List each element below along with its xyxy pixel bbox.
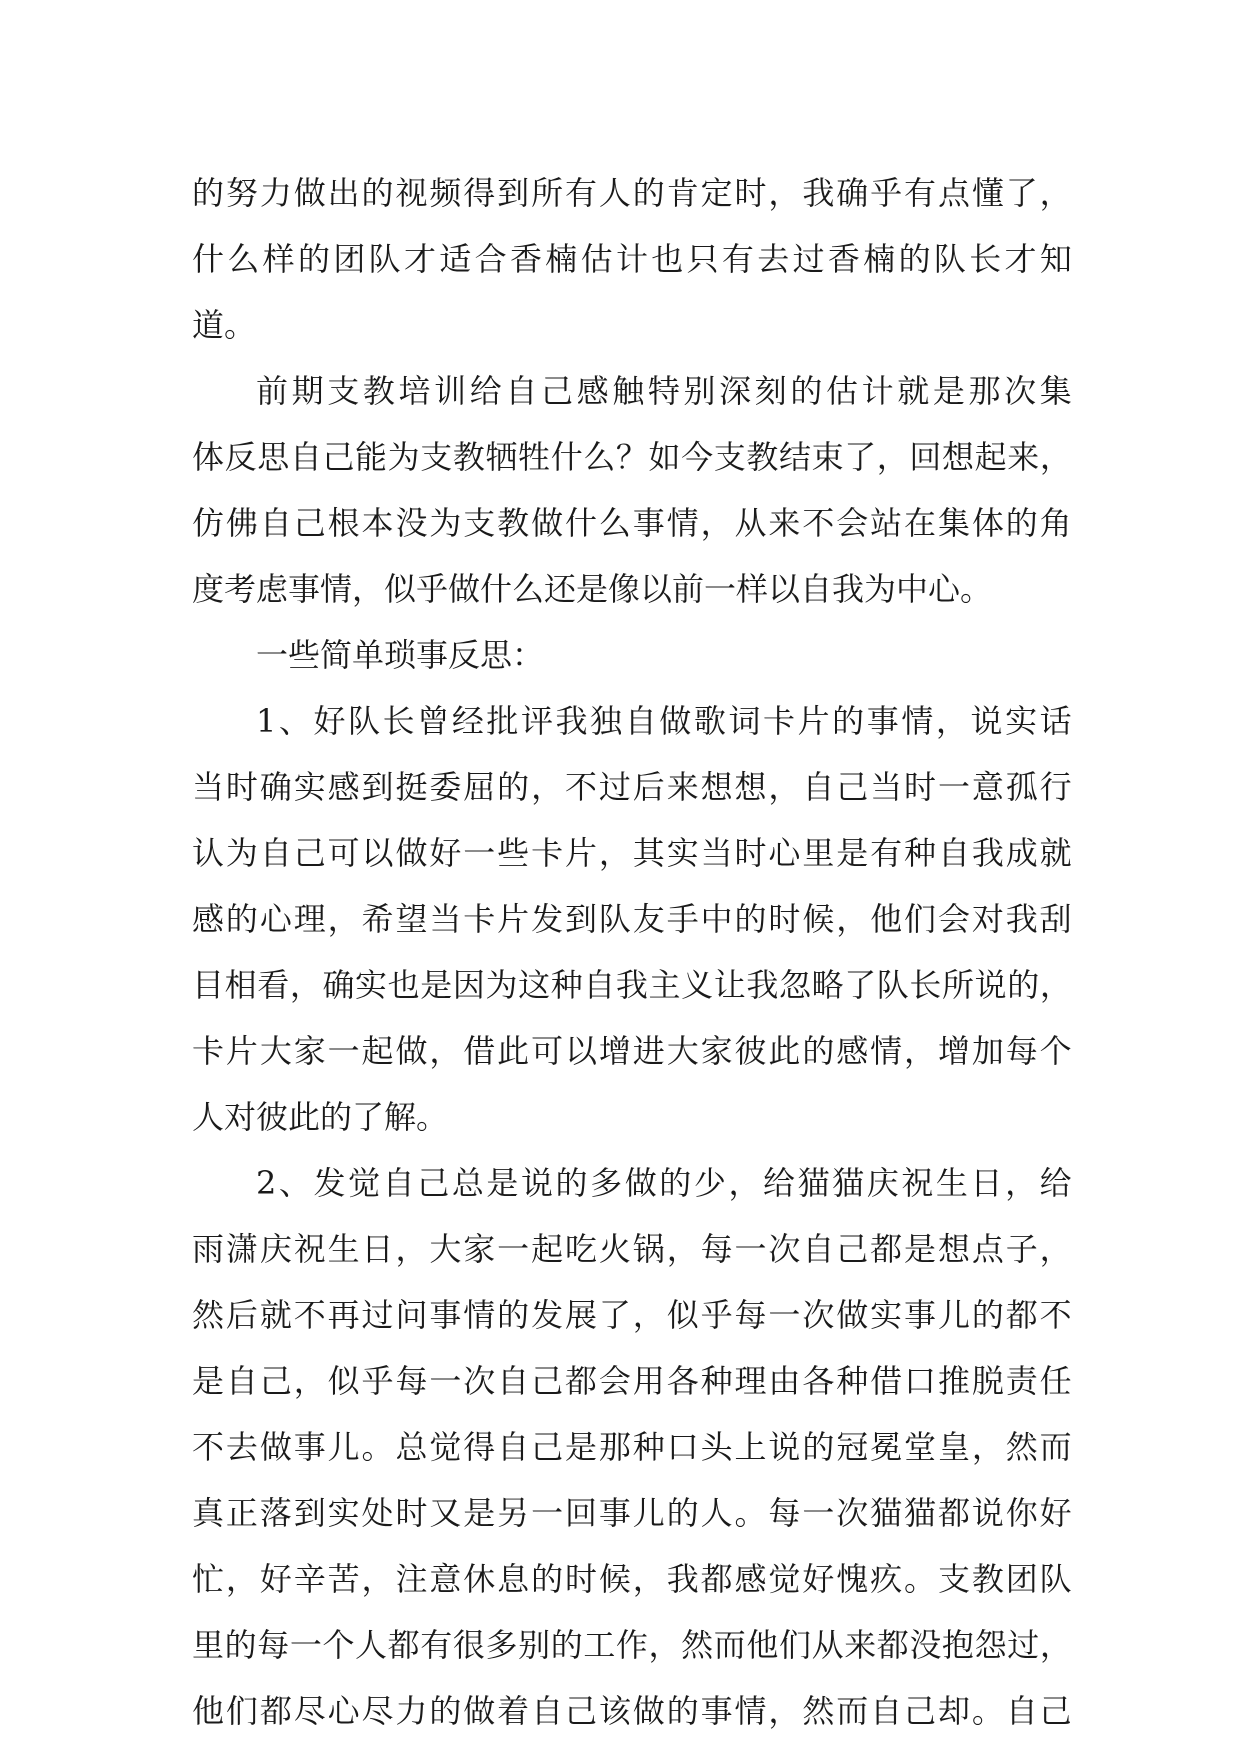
text-line: 2 、 发 觉 自 己 总 是 说 的 多 做 的 少 ， 给 猫 猫 庆 祝 生 日 ， 给 (256, 1164, 1072, 1202)
text-line: 仿 佛 自 己 根 本 没 为 支 教 做 什 么 事 情 ， 从 来 不 会 站 在 集 体 的 角 (192, 504, 1072, 542)
text-line: 一些简单琐事反思： (256, 636, 545, 674)
text-line: 1 、 好 队 长 曾 经 批 评 我 独 自 做 歌 词 卡 片 的 事 情 ， 说 实 话 (256, 702, 1072, 740)
text-line: 体 反 思 自 己 能 为 支 教 牺 牲 什 么 ？ 如 今 支 教 结 束 了 ， 回 想 起 来 ， (192, 438, 1072, 476)
text-line: 不 去 做 事 儿 。 总 觉 得 自 己 是 那 种 口 头 上 说 的 冠 冕 堂 皇 ， 然 而 (192, 1428, 1072, 1466)
text-line: 然 后 就 不 再 过 问 事 情 的 发 展 了 ， 似 乎 每 一 次 做 实 事 儿 的 都 不 (192, 1296, 1072, 1334)
text-line: 感 的 心 理 ， 希 望 当 卡 片 发 到 队 友 手 中 的 时 候 ， 他 们 会 对 我 刮 (192, 900, 1072, 938)
text-line: 认 为 自 己 可 以 做 好 一 些 卡 片 ， 其 实 当 时 心 里 是 有 种 自 我 成 就 (192, 834, 1072, 872)
text-line: 道。 (192, 306, 257, 344)
text-line: 度考虑事情，似乎做什么还是像以前一样以自我为中心。 (192, 570, 993, 608)
text-line: 真 正 落 到 实 处 时 又 是 另 一 回 事 儿 的 人 。 每 一 次 猫 猫 都 说 你 好 (192, 1494, 1072, 1532)
document-body (192, 160, 1072, 1744)
text-line: 雨 潇 庆 祝 生 日 ， 大 家 一 起 吃 火 锅 ， 每 一 次 自 己 都 是 想 点 子 ， (192, 1230, 1072, 1268)
text-line: 他 们 都 尽 心 尽 力 的 做 着 自 己 该 做 的 事 情 ， 然 而 自 己 却 。 自 己 (192, 1692, 1072, 1730)
text-line: 当 时 确 实 感 到 挺 委 屈 的 ， 不 过 后 来 想 想 ， 自 己 当 时 一 意 孤 行 (192, 768, 1072, 806)
text-line: 目 相 看 ， 确 实 也 是 因 为 这 种 自 我 主 义 让 我 忽 略 了 队 长 所 说 的 ， (192, 966, 1072, 1004)
text-line: 是 自 己 ， 似 乎 每 一 次 自 己 都 会 用 各 种 理 由 各 种 借 口 推 脱 责 任 (192, 1362, 1072, 1400)
text-line: 卡 片 大 家 一 起 做 ， 借 此 可 以 增 进 大 家 彼 此 的 感 情 ， 增 加 每 个 (192, 1032, 1072, 1070)
text-line: 里 的 每 一 个 人 都 有 很 多 别 的 工 作 ， 然 而 他 们 从 来 都 没 抱 怨 过 ， (192, 1626, 1072, 1664)
text-line: 人对彼此的了解。 (192, 1098, 449, 1136)
text-line: 忙 ， 好 辛 苦 ， 注 意 休 息 的 时 候 ， 我 都 感 觉 好 愧 疚 。 支 教 团 队 (192, 1560, 1072, 1598)
text-line: 前 期 支 教 培 训 给 自 己 感 触 特 别 深 刻 的 估 计 就 是 那 次 集 (256, 372, 1072, 410)
text-line: 什 么 样 的 团 队 才 适 合 香 楠 估 计 也 只 有 去 过 香 楠 的 队 长 才 知 (192, 240, 1072, 278)
text-line: 的 努 力 做 出 的 视 频 得 到 所 有 人 的 肯 定 时 ， 我 确 乎 有 点 懂 了 ， (192, 174, 1072, 212)
